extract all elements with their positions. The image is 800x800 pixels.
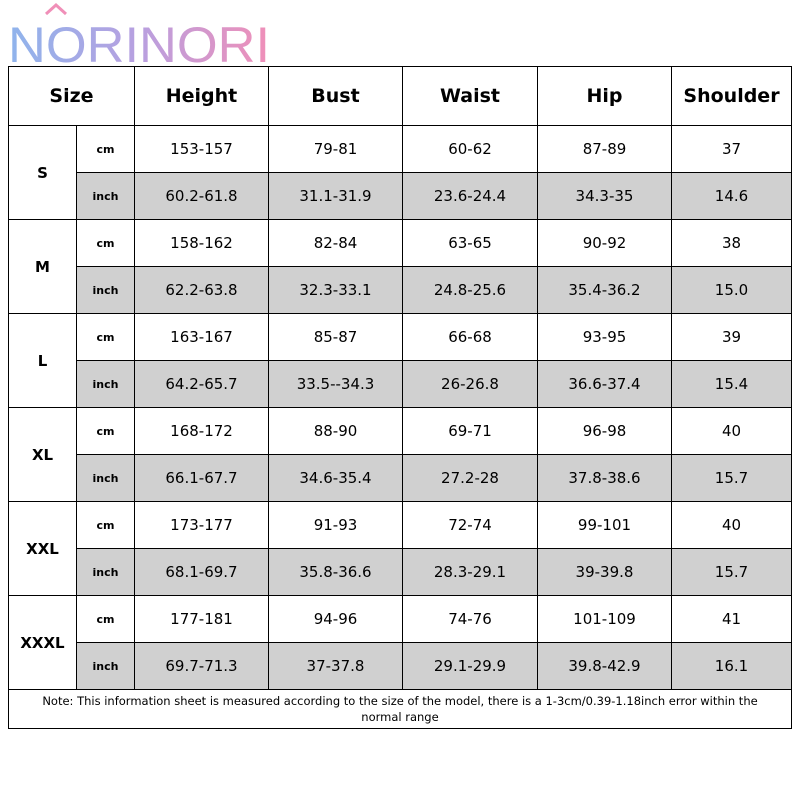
- table-cell: 99-101: [538, 502, 672, 549]
- size-label: XL: [9, 408, 77, 502]
- table-cell: 16.1: [672, 643, 792, 690]
- table-cell: 39: [672, 314, 792, 361]
- table-cell: 168-172: [135, 408, 269, 455]
- table-cell: 66.1-67.7: [135, 455, 269, 502]
- unit-label-cm: cm: [77, 596, 135, 643]
- size-chart-table: [8, 66, 792, 729]
- table-cell: 39.8-42.9: [538, 643, 672, 690]
- table-row: [9, 455, 792, 502]
- unit-label-inch: inch: [77, 643, 135, 690]
- table-cell: 91-93: [269, 502, 403, 549]
- table-cell: 74-76: [403, 596, 538, 643]
- unit-label-inch: inch: [77, 455, 135, 502]
- unit-label-cm: cm: [77, 126, 135, 173]
- unit-label-cm: cm: [77, 502, 135, 549]
- header-hip: Hip: [538, 67, 672, 126]
- unit-label-cm: cm: [77, 220, 135, 267]
- unit-label-cm: cm: [77, 314, 135, 361]
- table-cell: 63-65: [403, 220, 538, 267]
- table-cell: 40: [672, 502, 792, 549]
- size-label: M: [9, 220, 77, 314]
- table-row: [9, 173, 792, 220]
- unit-label-inch: inch: [77, 361, 135, 408]
- table-row: [9, 549, 792, 596]
- table-cell: 163-167: [135, 314, 269, 361]
- unit-label-inch: inch: [77, 549, 135, 596]
- table-row: [9, 596, 792, 643]
- table-cell: 60-62: [403, 126, 538, 173]
- table-cell: 15.7: [672, 455, 792, 502]
- table-cell: 66-68: [403, 314, 538, 361]
- header-shoulder: Shoulder: [672, 67, 792, 126]
- table-cell: 94-96: [269, 596, 403, 643]
- unit-label-inch: inch: [77, 173, 135, 220]
- header-height: Height: [135, 67, 269, 126]
- table-cell: 177-181: [135, 596, 269, 643]
- table-cell: 32.3-33.1: [269, 267, 403, 314]
- table-cell: 72-74: [403, 502, 538, 549]
- table-cell: 41: [672, 596, 792, 643]
- table-cell: 34.3-35: [538, 173, 672, 220]
- unit-label-cm: cm: [77, 408, 135, 455]
- table-cell: 34.6-35.4: [269, 455, 403, 502]
- header-waist: Waist: [403, 67, 538, 126]
- table-cell: 27.2-28: [403, 455, 538, 502]
- size-label: S: [9, 126, 77, 220]
- table-cell: 31.1-31.9: [269, 173, 403, 220]
- table-cell: 38: [672, 220, 792, 267]
- size-label: L: [9, 314, 77, 408]
- table-cell: 26-26.8: [403, 361, 538, 408]
- table-cell: 14.6: [672, 173, 792, 220]
- table-cell: 33.5--34.3: [269, 361, 403, 408]
- table-cell: 24.8-25.6: [403, 267, 538, 314]
- table-cell: 15.0: [672, 267, 792, 314]
- table-row: [9, 643, 792, 690]
- size-label: XXXL: [9, 596, 77, 690]
- table-cell: 158-162: [135, 220, 269, 267]
- table-cell: 15.4: [672, 361, 792, 408]
- table-cell: 62.2-63.8: [135, 267, 269, 314]
- table-cell: 40: [672, 408, 792, 455]
- table-row: [9, 267, 792, 314]
- table-cell: 85-87: [269, 314, 403, 361]
- header-bust: Bust: [269, 67, 403, 126]
- table-cell: 37: [672, 126, 792, 173]
- table-row: [9, 361, 792, 408]
- table-cell: 79-81: [269, 126, 403, 173]
- table-row: [9, 126, 792, 173]
- table-cell: 87-89: [538, 126, 672, 173]
- table-cell: 173-177: [135, 502, 269, 549]
- table-cell: 69.7-71.3: [135, 643, 269, 690]
- table-cell: 96-98: [538, 408, 672, 455]
- table-cell: 101-109: [538, 596, 672, 643]
- header-row: [9, 67, 792, 126]
- table-cell: 60.2-61.8: [135, 173, 269, 220]
- table-row: [9, 314, 792, 361]
- table-cell: 15.7: [672, 549, 792, 596]
- table-cell: 68.1-69.7: [135, 549, 269, 596]
- table-cell: 39-39.8: [538, 549, 672, 596]
- table-body: [9, 126, 792, 729]
- table-cell: 64.2-65.7: [135, 361, 269, 408]
- header-size: Size: [9, 67, 135, 126]
- table-row: [9, 220, 792, 267]
- table-cell: 28.3-29.1: [403, 549, 538, 596]
- table-cell: 29.1-29.9: [403, 643, 538, 690]
- table-cell: 37-37.8: [269, 643, 403, 690]
- table-cell: 37.8-38.6: [538, 455, 672, 502]
- unit-label-inch: inch: [77, 267, 135, 314]
- table-row: [9, 408, 792, 455]
- brand-name: NORINORI: [8, 17, 270, 66]
- table-cell: 90-92: [538, 220, 672, 267]
- table-cell: 88-90: [269, 408, 403, 455]
- logo-hat-mark: [46, 5, 66, 14]
- table-cell: 82-84: [269, 220, 403, 267]
- table-cell: 35.4-36.2: [538, 267, 672, 314]
- table-row: [9, 502, 792, 549]
- table-cell: 69-71: [403, 408, 538, 455]
- table-cell: 35.8-36.6: [269, 549, 403, 596]
- table-cell: 36.6-37.4: [538, 361, 672, 408]
- size-label: XXL: [9, 502, 77, 596]
- table-cell: 23.6-24.4: [403, 173, 538, 220]
- note-row: [9, 690, 792, 729]
- brand-logo: [6, 2, 276, 66]
- table-cell: 93-95: [538, 314, 672, 361]
- measurement-note: Note: This information sheet is measured according to the size of the model, there is a 1-3cm/0.39-1.18inch error within the normal range: [9, 690, 792, 729]
- table-cell: 153-157: [135, 126, 269, 173]
